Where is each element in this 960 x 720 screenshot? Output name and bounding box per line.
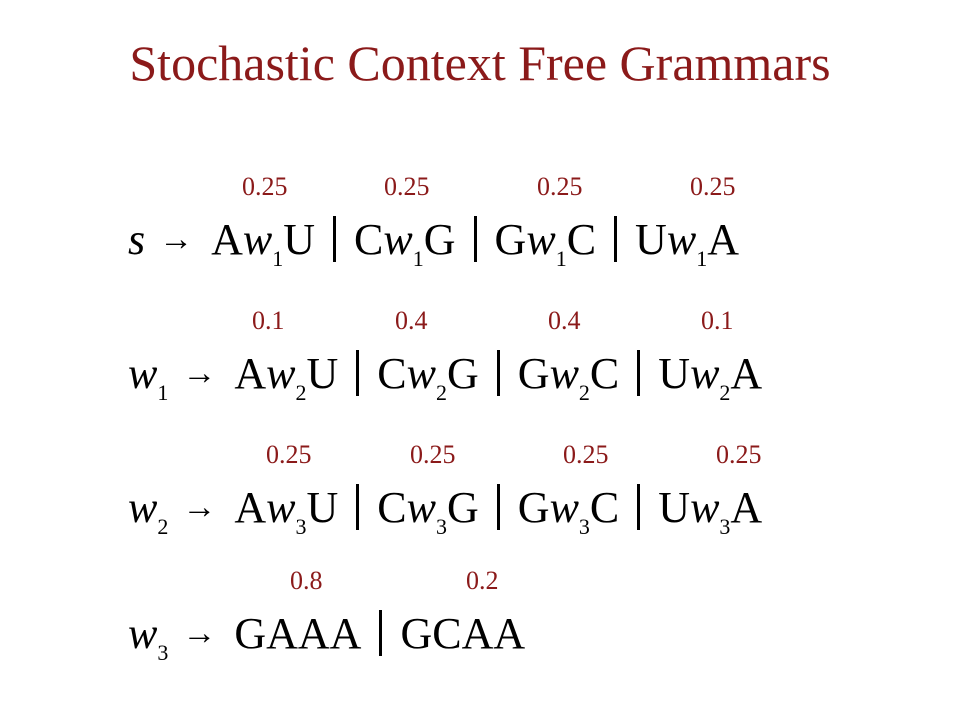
divider [333,216,336,262]
rule-lhs: w [128,349,158,398]
grammar-rule [128,610,525,664]
probability-label: 0.4 [548,306,581,335]
rule-lhs: s [128,215,146,264]
probability-label: 0.25 [716,440,762,469]
production: GCAA [400,609,526,658]
arrow-icon: → [182,355,217,392]
probability-label: 0.25 [242,172,288,201]
slide-title: Stochastic Context Free Grammars [129,35,831,91]
divider [474,216,477,262]
probability-label: 0.4 [395,306,428,335]
rule-lhs-subscript: 3 [157,640,169,665]
probability-label: 0.25 [266,440,312,469]
probability-label: 0.25 [410,440,456,469]
divider [497,484,500,530]
divider [356,350,359,396]
divider [614,216,617,262]
probability-label: 0.2 [466,566,499,595]
probability-label: 0.25 [537,172,583,201]
divider [637,484,640,530]
rule-lhs: w [128,609,158,658]
production: $Uw_3A$ [658,483,763,539]
probability-label: 0.1 [701,306,734,335]
divider [637,350,640,396]
production: $Cw_2G$ [377,349,479,405]
rule-lhs-subscript: 2 [157,514,169,539]
production: $Cw_1G$ [354,215,456,271]
production: $Aw_3U$ [234,483,339,539]
probability-label: 0.1 [252,306,285,335]
arrow-icon: → [159,221,194,258]
grammar-rule [128,216,739,270]
rule-lhs-subscript: 1 [157,380,169,405]
grammar-rule [128,350,762,404]
arrow-icon: → [182,489,217,526]
rule-lhs: w [128,483,158,532]
arrow-icon: → [182,615,217,652]
divider [356,484,359,530]
grammar-rule [128,484,762,538]
divider [379,610,382,656]
production: $Gw_3C$ [517,483,620,539]
production: $Gw_2C$ [517,349,620,405]
probability-label: 0.25 [690,172,736,201]
production: $Aw_2U$ [234,349,339,405]
probability-label: 0.8 [290,566,323,595]
divider [497,350,500,396]
probability-label: 0.25 [563,440,609,469]
production: $Uw_2A$ [658,349,763,405]
production: GAAA [234,609,362,658]
production: $Cw_3G$ [377,483,479,539]
production: $Gw_1C$ [494,215,597,271]
production: $Uw_1A$ [635,215,739,271]
probability-label: 0.25 [384,172,430,201]
production: $Aw_1U$ [211,215,316,271]
